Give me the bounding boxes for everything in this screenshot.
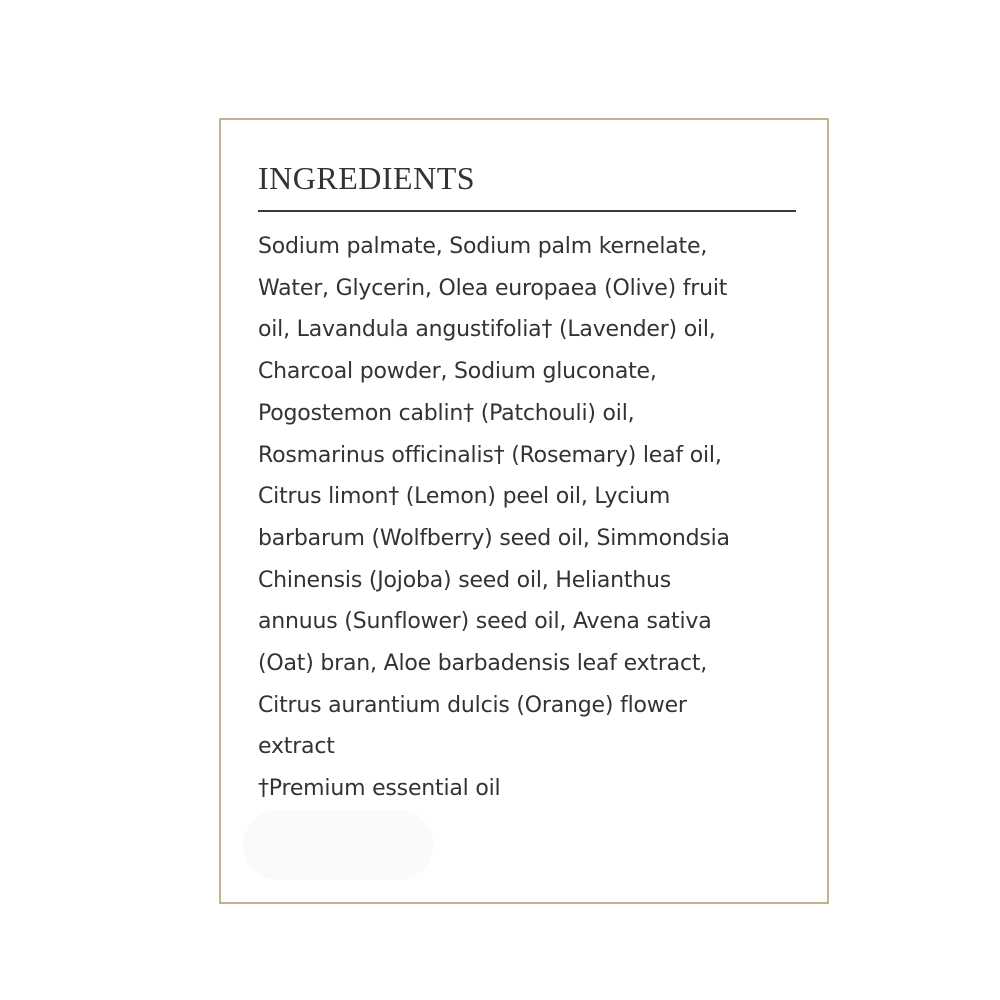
ingredients-heading: INGREDIENTS — [258, 160, 476, 196]
ingredients-line: annuus (Sunflower) seed oil, Avena sativa — [258, 609, 712, 635]
heading-divider — [258, 210, 796, 212]
ingredients-line: Citrus limon† (Lemon) peel oil, Lycium — [258, 484, 671, 510]
ingredients-line: Pogostemon cablin† (Patchouli) oil, — [258, 400, 635, 426]
ingredients-line: Charcoal powder, Sodium gluconate, — [258, 359, 657, 385]
ingredients-line: oil, Lavandula angustifolia† (Lavender) oil, — [258, 317, 716, 343]
ingredients-line: Sodium palmate, Sodium palm kernelate, — [258, 234, 708, 259]
ingredients-line: Rosmarinus officinalis† (Rosemary) leaf oil, — [258, 442, 722, 468]
ingredients-line: Citrus aurantium dulcis (Orange) flower — [258, 692, 687, 718]
ingredients-text — [258, 226, 803, 810]
ingredients-line: Water, Glycerin, Olea europaea (Olive) fruit — [258, 275, 728, 301]
ingredients-line: (Oat) bran, Aloe barbadensis leaf extract, — [258, 651, 708, 677]
background-smudge — [243, 810, 433, 880]
essential-oil-footnote: †Premium essential oil — [258, 776, 501, 802]
ingredients-line: extract — [258, 734, 335, 760]
ingredients-line: Chinensis (Jojoba) seed oil, Helianthus — [258, 567, 672, 593]
ingredients-line: barbarum (Wolfberry) seed oil, Simmondsia — [258, 525, 730, 551]
ingredients-card — [219, 118, 829, 904]
